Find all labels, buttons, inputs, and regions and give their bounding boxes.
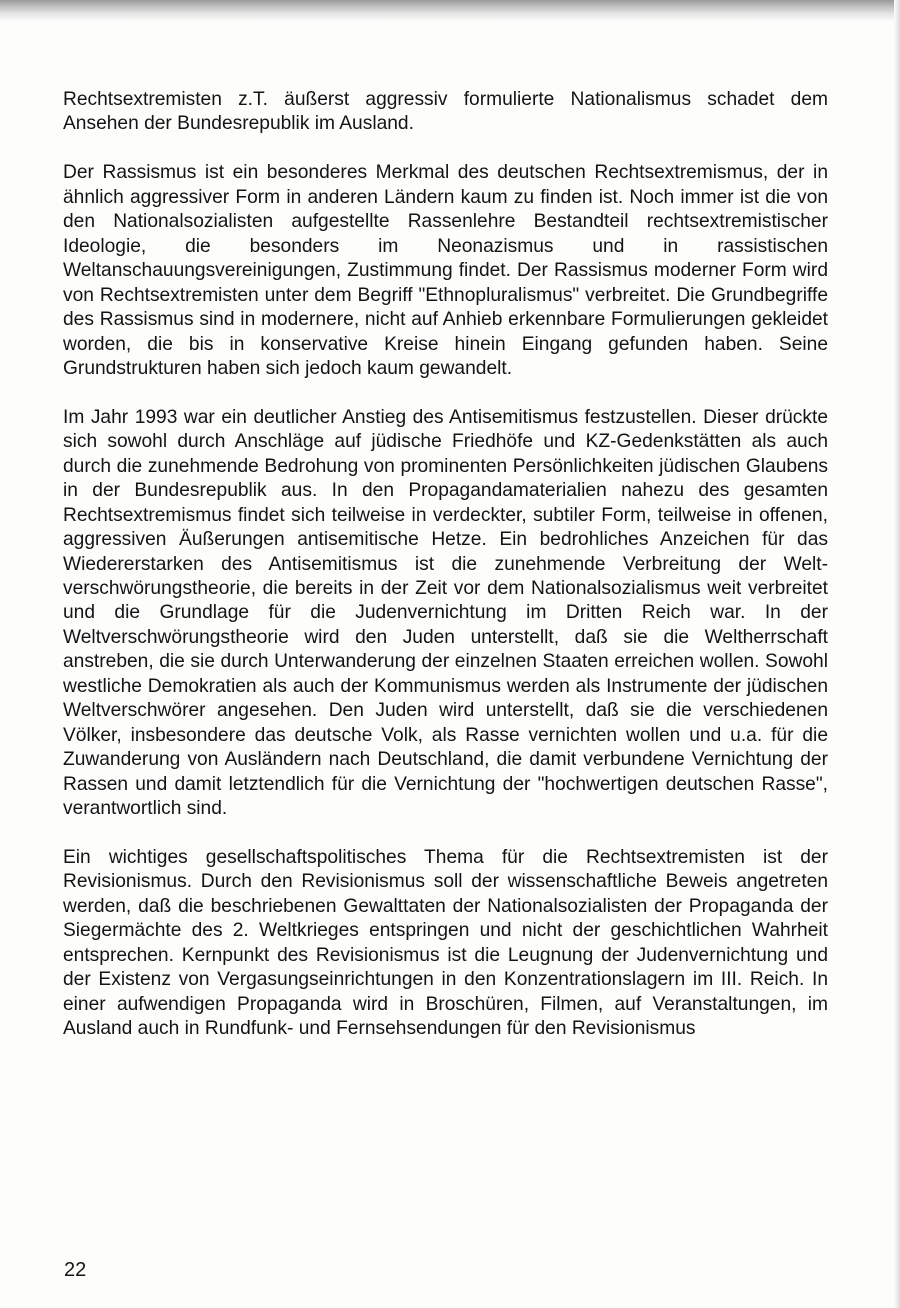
paragraph-rassismus: Der Rassismus ist ein besonderes Merkmal des deutschen Rechtsextremismus, der in ähnlich aggressiver Form in anderen Ländern kaum zu finden ist. Noch immer ist die von den Nationalsozialisten aufgestellte Rassenlehre Bestandteil rechtsextremistischer Ideologie, die besonders im Neonazismus und in rassistischen Weltanschauungsvereinigungen, Zustimmung findet. Der Rassismus moderner Form wird von Rechtsextremisten unter dem Begriff "Ethnopluralismus" verbreitet. Die Grundbegriffe des Rassismus sind in modernere, nicht auf Anhieb erkennbare Formulierungen gekleidet worden, die bis in konservative Kreise hinein Eingang gefunden haben. Seine Grundstrukturen haben sich jedoch kaum gewandelt. xyxy=(63,162,828,379)
scan-top-shadow xyxy=(0,0,900,22)
page-number: 22 xyxy=(64,1259,87,1281)
scan-right-shadow xyxy=(894,0,900,1308)
body-text xyxy=(63,88,828,1042)
paragraph-antisemitismus: Im Jahr 1993 war ein deutlicher Anstieg des Antisemitismus festzustellen. Dieser drückte sich sowohl durch Anschläge auf jüdische Friedhöfe und KZ-Gedenkstätten als auch durch die zunehmende Bedrohung von prominenten Persönlichkeiten jüdischen Glaubens in der Bundesrepublik aus. In den Propagandamaterialien nahezu des gesamten Rechtsextremismus findet sich teilweise in verdeckter, subtiler Form, teilweise in offenen, aggressiven Äußerungen antisemitische Hetze. Ein bedrohliches Anzeichen für das Wiedererstarken des Antisemitismus ist die zunehmende Verbreitung der Weltverschwörungstheorie, die bereits in der Zeit vor dem Nationalsozialismus weit verbreitet und die Grundlage für die Judenvernichtung im Dritten Reich war. In der Weltverschwörungstheorie wird den Juden unterstellt, daß sie die Weltherrschaft anstreben, die sie durch Unterwanderung der einzelnen Staaten erreichen wollen. Sowohl westliche Demokratien als auch der Kommunismus werden als Instrumente der jüdischen Weltverschwörer angesehen. Den Juden wird unterstellt, daß sie die verschiedenen Völker, insbesondere das deutsche Volk, als Rasse vernichten wollen und u.a. für die Zuwanderung von Ausländern nach Deutschland, die damit verbundene Vernichtung der Rassen und damit letztendlich für die Vernichtung der "hochwertigen deutschen Rasse", verantwortlich sind. xyxy=(63,406,828,820)
paragraph-revisionismus: Ein wichtiges gesellschaftspolitisches Thema für die Rechtsextremisten ist der Revisionismus. Durch den Revisionismus soll der wissenschaftliche Beweis angetreten werden, daß die beschriebenen Gewalttaten der Nationalsozialisten der Propaganda der Siegermächte des 2. Weltkrieges entspringen und nicht der geschichtlichen Wahrheit entsprechen. Kernpunkt des Revisionismus ist die Leugnung der Judenvernichtung und der Existenz von Vergasungseinrichtungen in den Konzentrationslagern im III. Reich. In einer aufwendigen Propaganda wird in Broschüren, Filmen, auf Veranstaltungen, im Ausland auch in Rundfunk- und Fernsehsendungen für den Revisionismus xyxy=(63,847,828,1040)
paragraph-nationalismus: Rechtsextremisten z.T. äußerst aggressiv formulierte Nationalismus schadet dem Ansehen der Bundesrepublik im Ausland. xyxy=(63,89,828,135)
